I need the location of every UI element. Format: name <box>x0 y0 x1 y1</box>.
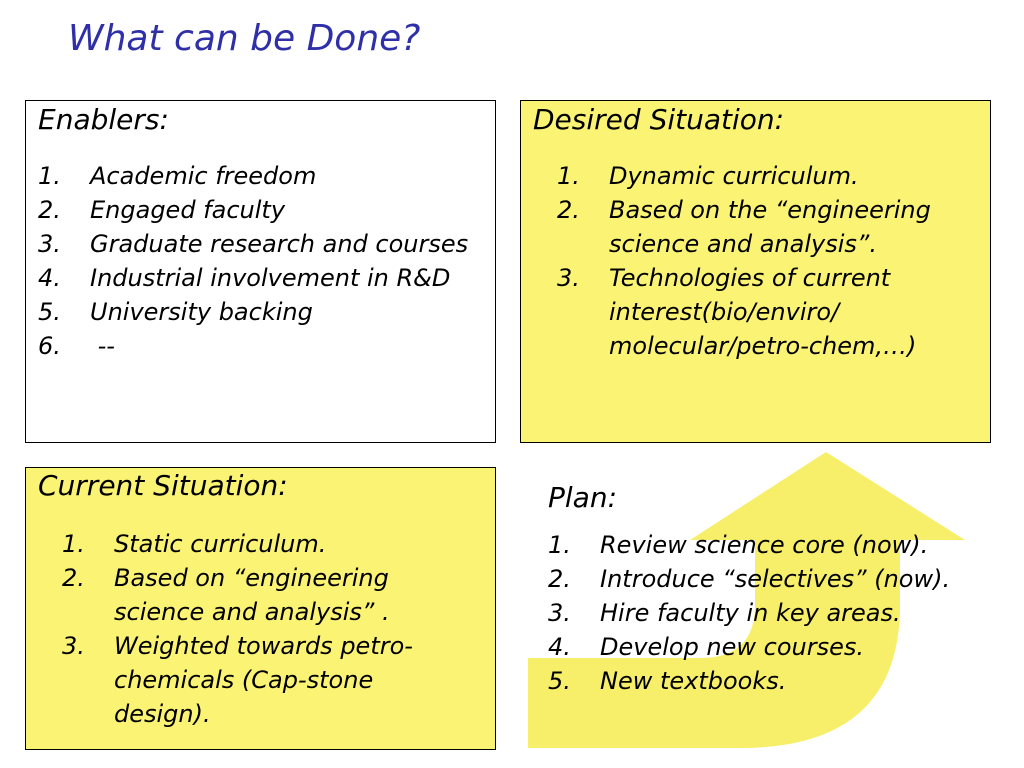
plan-list <box>548 528 1008 698</box>
item-number: 3. <box>557 264 580 292</box>
item-number: 4. <box>548 633 571 662</box>
item-text: Introduce “selectives” (now). <box>600 565 951 594</box>
item-number: 1. <box>62 530 85 558</box>
item-number: 2. <box>548 565 571 594</box>
item-text: Engaged faculty <box>90 196 286 224</box>
item-text: Dynamic curriculum. <box>609 162 859 190</box>
item-text: Based on the “engineering science and analysis”. <box>609 196 931 258</box>
item-text: -- <box>90 332 115 360</box>
item-text: Academic freedom <box>90 162 317 190</box>
list-item <box>548 528 1008 562</box>
item-text: Graduate research and courses <box>90 230 469 258</box>
item-number: 1. <box>38 162 61 190</box>
item-text: University backing <box>90 298 313 326</box>
plan-heading: Plan: <box>548 481 618 514</box>
list-item <box>548 630 1008 664</box>
list-item <box>548 664 1008 698</box>
item-number: 1. <box>557 162 580 190</box>
page-title: What can be Done? <box>68 18 421 59</box>
item-number: 2. <box>62 564 85 592</box>
plan-section <box>548 482 1008 698</box>
item-number: 5. <box>38 298 61 326</box>
list-item <box>548 562 1008 596</box>
item-text: Weighted towards petro-chemicals (Cap-stone design). <box>114 632 413 728</box>
item-text: Develop new courses. <box>600 633 865 662</box>
item-text: Technologies of current interest(bio/enviro/ molecular/petro-chem,…) <box>609 264 917 360</box>
list-item <box>548 596 1008 630</box>
item-number: 3. <box>548 599 571 628</box>
item-text: New textbooks. <box>600 667 787 696</box>
item-number: 2. <box>557 196 580 224</box>
item-text: Hire faculty in key areas. <box>600 599 901 628</box>
item-number: 3. <box>62 632 85 660</box>
current-situation-heading: Current Situation: <box>38 469 288 502</box>
item-text: Static curriculum. <box>114 530 327 558</box>
item-number: 2. <box>38 196 61 224</box>
item-number: 4. <box>38 264 61 292</box>
item-text: Based on “engineering science and analysis” . <box>114 564 390 626</box>
item-number: 3. <box>38 230 61 258</box>
item-number: 1. <box>548 531 571 560</box>
enablers-heading: Enablers: <box>38 103 169 136</box>
item-number: 6. <box>38 332 61 360</box>
item-text: Industrial involvement in R&D <box>90 264 451 292</box>
desired-situation-heading: Desired Situation: <box>533 103 785 136</box>
item-text: Review science core (now). <box>600 531 929 560</box>
item-number: 5. <box>548 667 571 696</box>
